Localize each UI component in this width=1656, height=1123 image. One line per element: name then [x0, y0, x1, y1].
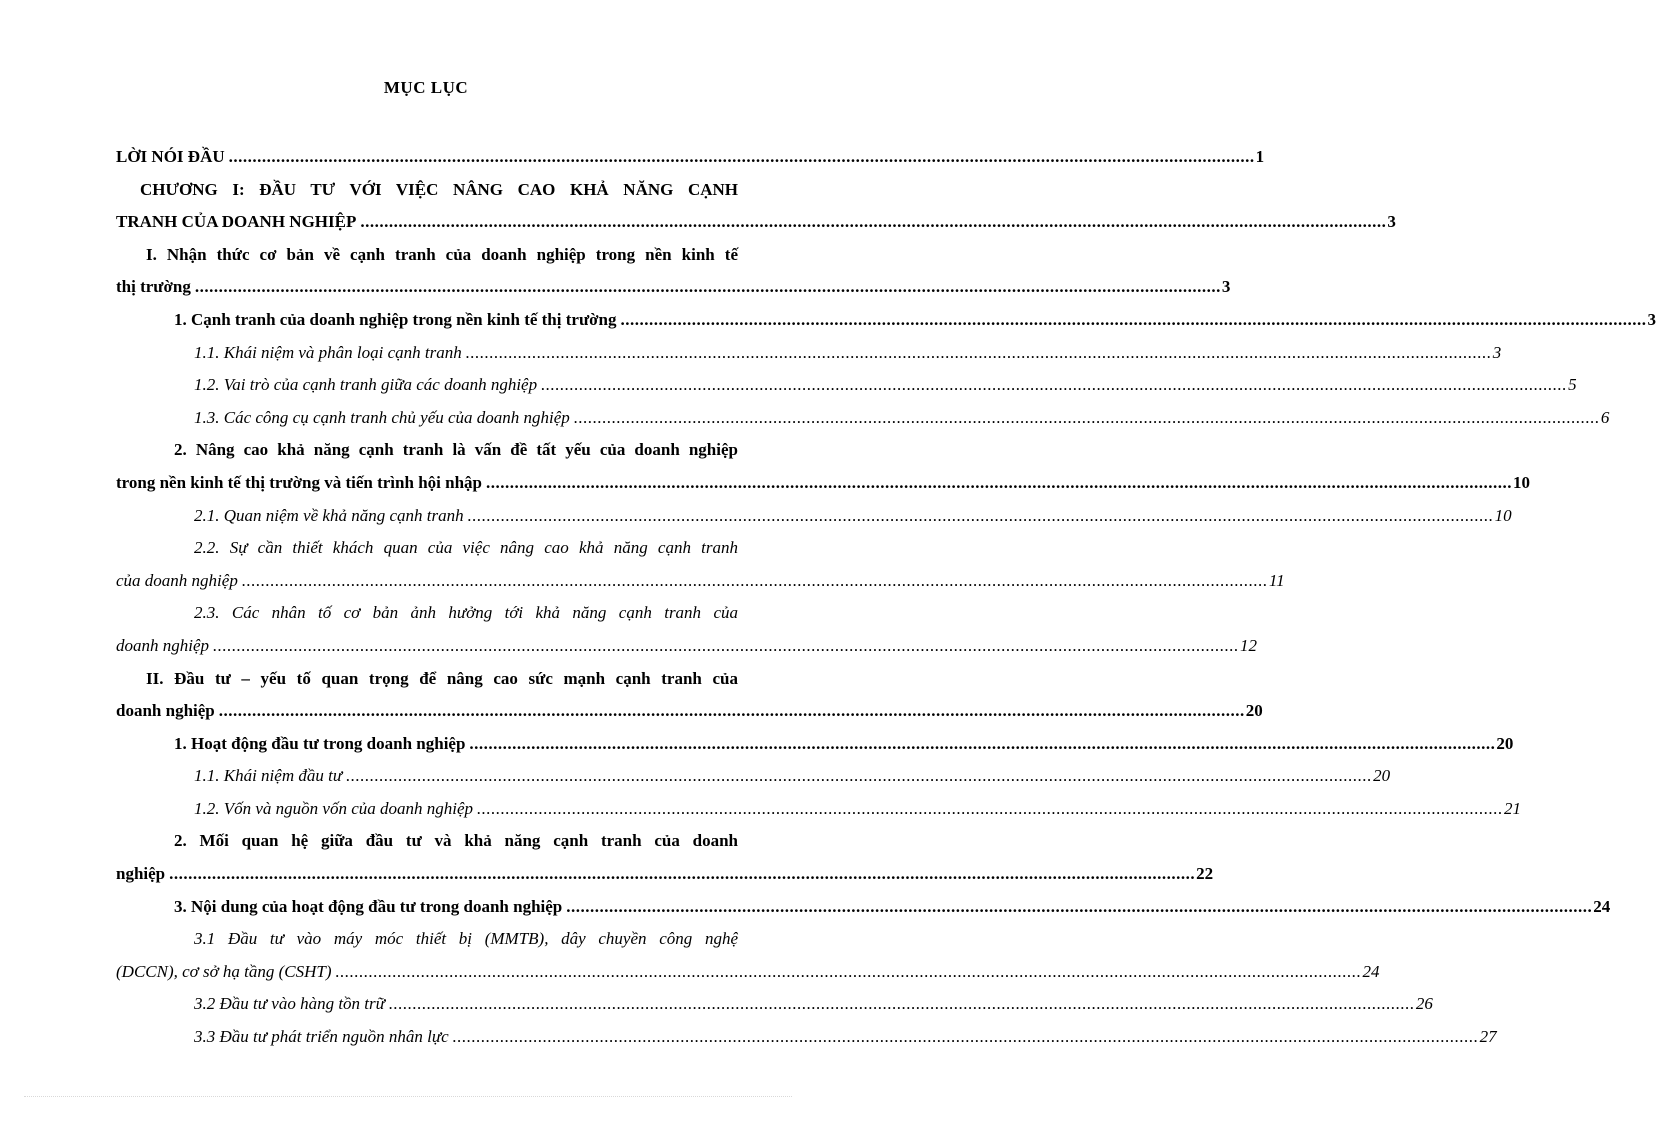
page-title: MỤC LỤC [383, 78, 469, 97]
toc-entry-text: 1.2. Vai trò của cạnh tranh giữa các doanh nghiệp [194, 375, 538, 395]
toc-page-number: 22 [1196, 864, 1214, 884]
toc-entry-text: của doanh nghiệp [116, 570, 238, 590]
toc-page-number: 1 [1255, 147, 1265, 166]
toc-entry-ii-2-line1: 2. Mối quan hệ giữa đầu tư và khả năng cạnh tranh của doanh [174, 831, 738, 851]
dot-leader: ........................................................................................................................................................................................................................ [388, 994, 1415, 1014]
dot-leader: ........................................................................................................................................................................................................................ [467, 505, 1494, 525]
toc-page-number: 11 [1268, 570, 1285, 590]
toc-entry-chuong-1-line1: CHƯƠNG I: ĐẦU TƯ VỚI VIỆC NÂNG CAO KHẢ NĂNG CẠNH [140, 179, 738, 199]
toc-entry-section-ii-line1: II. Đầu tư – yếu tố quan trọng để nâng cao sức mạnh cạnh tranh của [146, 668, 738, 688]
toc-entry-text: doanh nghiệp [116, 701, 215, 721]
dot-leader: ........................................................................................................................................................................................................................ [346, 766, 1373, 786]
toc-entry-text: (DCCN), cơ sở hạ tầng (CSHT) [116, 961, 332, 981]
toc-entry-ii-1-1 [116, 760, 1391, 793]
toc-entry-2-3-line2 [116, 630, 1258, 663]
toc-page-number: 26 [1415, 994, 1433, 1014]
toc-entry-section-i-line1: I. Nhận thức cơ bản về cạnh tranh của doanh nghiệp trong nền kinh tế [146, 244, 738, 264]
toc-entry-text: trong nền kinh tế thị trường và tiến trình hội nhập [116, 472, 482, 492]
toc-entry-1-3 [116, 402, 1610, 435]
toc-page-number: 24 [1593, 896, 1611, 916]
toc-entry-text: LỜI NÓI ĐẦU [116, 147, 225, 166]
toc-entry-1-2 [116, 369, 1577, 402]
dot-leader: ........................................................................................................................................................................................................................ [228, 147, 1255, 166]
toc-page-number: 3 [1647, 309, 1656, 329]
toc-entry-text: 1.2. Vốn và nguồn vốn của doanh nghiệp [194, 798, 474, 818]
toc-entry-text: thị trường [116, 277, 191, 297]
dot-leader: ........................................................................................................................................................................................................................ [213, 635, 1240, 655]
toc-entry-ii-3-2 [116, 988, 1433, 1021]
dot-leader: ........................................................................................................................................................................................................................ [573, 407, 1600, 427]
toc-page-number: 20 [1373, 766, 1391, 786]
dot-leader: ........................................................................................................................................................................................................................ [485, 472, 1512, 492]
toc-page-number: 3 [1221, 277, 1231, 297]
toc-page-number: 21 [1504, 798, 1522, 818]
dot-leader: ........................................................................................................................................................................................................................ [620, 309, 1647, 329]
toc-page-number: 12 [1240, 635, 1258, 655]
dot-leader: ........................................................................................................................................................................................................................ [465, 342, 1492, 362]
toc-entry-section-ii-line2 [116, 695, 1263, 728]
toc-entry-ii-2-line2 [116, 858, 1214, 891]
toc-entry-2-2-line2 [116, 565, 1285, 598]
toc-page-number: 3 [1492, 342, 1502, 362]
toc-entry-1 [116, 304, 1656, 337]
toc-page-number: 10 [1512, 472, 1530, 492]
dot-leader: ........................................................................................................................................................................................................................ [541, 375, 1568, 395]
toc-entry-text: nghiệp [116, 864, 166, 884]
dot-leader: ........................................................................................................................................................................................................................ [241, 570, 1268, 590]
toc-entry-text: 1. Cạnh tranh của doanh nghiệp trong nền kinh tế thị trường [174, 309, 617, 329]
toc-entry-ii-3-3 [116, 1021, 1497, 1054]
toc-page-number: 10 [1494, 505, 1512, 525]
toc-entry-ii-3-1-line1: 3.1 Đầu tư vào máy móc thiết bị (MMTB), dây chuyền công nghệ [194, 929, 738, 949]
toc-entry-section-i-line2 [116, 271, 1231, 304]
toc-entry-text: 1.3. Các công cụ cạnh tranh chủ yếu của doanh nghiệp [194, 407, 570, 427]
table-of-contents [116, 141, 1656, 1054]
toc-page-number: 6 [1600, 407, 1610, 427]
toc-entry-ii-1 [116, 728, 1514, 761]
toc-entry-text: 3. Nội dung của hoạt động đầu tư trong doanh nghiệp [174, 896, 563, 916]
toc-entry-2-3-line1: 2.3. Các nhân tố cơ bản ảnh hưởng tới khả năng cạnh tranh của [194, 603, 738, 623]
toc-entry-chuong-1-line2 [116, 206, 1396, 239]
toc-entry-text: 1. Hoạt động đầu tư trong doanh nghiệp [174, 733, 466, 753]
dot-leader: ........................................................................................................................................................................................................................ [469, 733, 1496, 753]
toc-entry-text: 2.1. Quan niệm về khả năng cạnh tranh [194, 505, 464, 525]
toc-entry-text: 1.1. Khái niệm và phân loại cạnh tranh [194, 342, 462, 362]
toc-entry-2-1 [116, 500, 1512, 533]
toc-page-number: 20 [1245, 701, 1263, 721]
toc-entry-text: 3.2 Đầu tư vào hàng tồn trữ [194, 994, 385, 1014]
dot-leader: ........................................................................................................................................................................................................................ [169, 864, 1196, 884]
page-footer-rule [24, 1096, 792, 1097]
toc-entry-text: 1.1. Khái niệm đầu tư [194, 766, 343, 786]
dot-leader: ........................................................................................................................................................................................................................ [218, 701, 1245, 721]
toc-page-number: 24 [1362, 961, 1380, 981]
toc-page-number: 3 [1387, 212, 1396, 232]
toc-entry-text: 3.3 Đầu tư phát triển nguồn nhân lực [194, 1027, 449, 1047]
toc-entry-text: TRANH CỦA DOANH NGHIỆP [116, 212, 357, 232]
dot-leader: ........................................................................................................................................................................................................................ [194, 277, 1221, 297]
toc-entry-2-2-line1: 2.2. Sự cần thiết khách quan của việc nâng cao khả năng cạnh tranh [194, 538, 738, 558]
dot-leader: ........................................................................................................................................................................................................................ [360, 212, 1387, 232]
toc-entry-1-1 [116, 337, 1502, 370]
dot-leader: ........................................................................................................................................................................................................................ [452, 1027, 1479, 1047]
dot-leader: ........................................................................................................................................................................................................................ [477, 798, 1504, 818]
dot-leader: ........................................................................................................................................................................................................................ [566, 896, 1593, 916]
toc-page-number: 27 [1479, 1027, 1497, 1047]
toc-entry-2-line1: 2. Nâng cao khả năng cạnh tranh là vấn đề tất yếu của doanh nghiệp [174, 440, 738, 460]
toc-entry-2-line2 [116, 467, 1530, 500]
toc-entry-ii-3 [116, 891, 1611, 924]
toc-entry-loi-noi-dau [116, 141, 1265, 174]
toc-page-number: 5 [1568, 375, 1577, 395]
toc-page-number: 20 [1496, 733, 1514, 753]
toc-entry-ii-1-2 [116, 793, 1522, 826]
toc-entry-text: doanh nghiệp [116, 635, 210, 655]
toc-entry-ii-3-1-line2 [116, 956, 1380, 989]
dot-leader: ........................................................................................................................................................................................................................ [335, 961, 1362, 981]
